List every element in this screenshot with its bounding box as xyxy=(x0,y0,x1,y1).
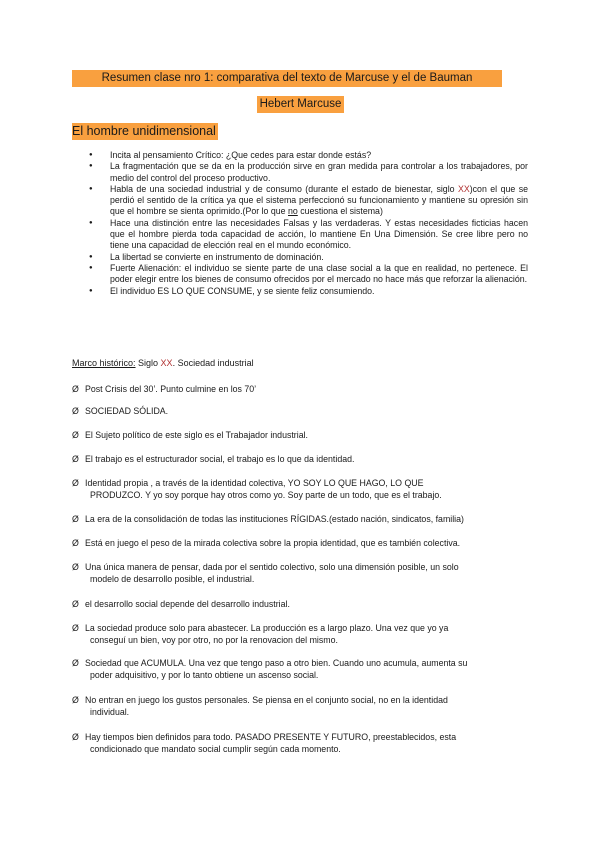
paragraph: Ø La era de la consolidación de todas las instituciones RÍGIDAS.(estado nación, sindicatos, familia) xyxy=(72,514,464,524)
bullet-item: ● La libertad se convierte en instrumento de dominación. xyxy=(110,252,528,263)
arrow-marker-icon: Ø xyxy=(72,623,79,633)
document-title: Resumen clase nro 1: comparativa del texto de Marcuse y el de Bauman xyxy=(72,70,502,87)
paragraph: Ø El trabajo es el estructurador social, el trabajo es lo que da identidad. xyxy=(72,454,355,464)
arrow-marker-icon: Ø xyxy=(72,538,79,548)
paragraph: Ø Está en juego el peso de la mirada colectiva sobre la propia identidad, que es también colectiva. xyxy=(72,538,461,548)
section-heading: El hombre unidimensional xyxy=(72,124,216,138)
arrow-marker-icon: Ø xyxy=(72,478,79,488)
bullet-list xyxy=(0,150,528,297)
arrow-marker-icon: Ø xyxy=(72,732,79,742)
paragraph: Ø La sociedad produce solo para abastecer. La producción es a largo plazo. Una vez que yo ya conseguí un bien, voy por otro, no por la renovacion del mismo. xyxy=(72,623,449,645)
arrow-marker-icon: Ø xyxy=(72,562,79,572)
arrow-marker-icon: Ø xyxy=(72,384,79,394)
arrow-marker-icon: Ø xyxy=(72,406,79,416)
arrow-marker-icon: Ø xyxy=(72,695,79,705)
paragraph: Ø Post Crisis del 30’. Punto culmine en los 70’ xyxy=(72,384,257,394)
historical-framework: Marco histórico: Siglo XX. Sociedad industrial xyxy=(72,358,254,368)
bullet-item: ● Fuerte Alienación: el individuo se siente parte de una clase social a la que en realidad, no pertenece. El poder elegir entre los bienes de consumo ofrecidos por el mercado no hace más que reforzar la alienación. xyxy=(110,263,528,286)
arrow-marker-icon: Ø xyxy=(72,514,79,524)
arrow-marker-icon: Ø xyxy=(72,430,79,440)
paragraph: Ø Identidad propia , a través de la identidad colectiva, YO SOY LO QUE HAGO, LO QUE PRODUZCO. Y yo soy porque hay otros como yo. Soy parte de un todo, que es el trabajo. xyxy=(72,478,442,500)
arrow-marker-icon: Ø xyxy=(72,454,79,464)
bullet-item: ● Incita al pensamiento Crítico: ¿Que cedes para estar donde estás? xyxy=(110,150,528,161)
framework-label: Marco histórico: xyxy=(72,358,136,368)
arrow-marker-icon: Ø xyxy=(72,599,79,609)
paragraph: Ø el desarrollo social depende del desarrollo industrial. xyxy=(72,599,290,609)
paragraph: Ø Sociedad que ACUMULA. Una vez que tengo paso a otro bien. Cuando uno acumula, aumenta su poder adquisitivo, y por lo tanto obtiene un ascenso social. xyxy=(72,658,468,680)
paragraph: Ø Hay tiempos bien definidos para todo. PASADO PRESENTE Y FUTURO, preestablecidos, esta condicionado que mandato social cumplir según cada momento. xyxy=(72,732,457,754)
paragraph: Ø Una única manera de pensar, dada por el sentido colectivo, solo una dimensión posible, un solo modelo de desarrollo posible, el industrial. xyxy=(72,562,459,584)
bullet-item: ● El individuo ES LO QUE CONSUME, y se siente feliz consumiendo. xyxy=(110,286,528,297)
bullet-item: ● La fragmentación que se da en la producción sirve en gran medida para controlar a los trabajadores, por medio del control del proceso productivo. xyxy=(110,161,528,184)
paragraph: Ø El Sujeto político de este siglo es el Trabajador industrial. xyxy=(72,430,308,440)
bullet-item: ● Hace una distinción entre las necesidades Falsas y las verdaderas. Y estas necesidades ficticias hacen que el hombre pierda toda capacidad de acción, lo mantiene En Una Dimensión. Se cree libre pero no tiene una capacidad de elección real en el mundo económico. xyxy=(110,218,528,252)
bullet-item: ● Habla de una sociedad industrial y de consumo (durante el estado de bienestar, siglo XX)con el que se perdió el sentido de la crítica ya que el sistema perfeccionó su funcionamiento y mantiene su opresión sin que el hombre se sienta oprimido.(Por lo que no cuestiona el sistema) xyxy=(110,184,528,218)
arrow-marker-icon: Ø xyxy=(72,658,79,668)
document-subtitle: Hebert Marcuse xyxy=(257,96,344,113)
paragraph: Ø No entran en juego los gustos personales. Se piensa en el conjunto social, no en la identidad individual. xyxy=(72,695,448,717)
paragraph: Ø SOCIEDAD SÓLIDA. xyxy=(72,406,169,416)
